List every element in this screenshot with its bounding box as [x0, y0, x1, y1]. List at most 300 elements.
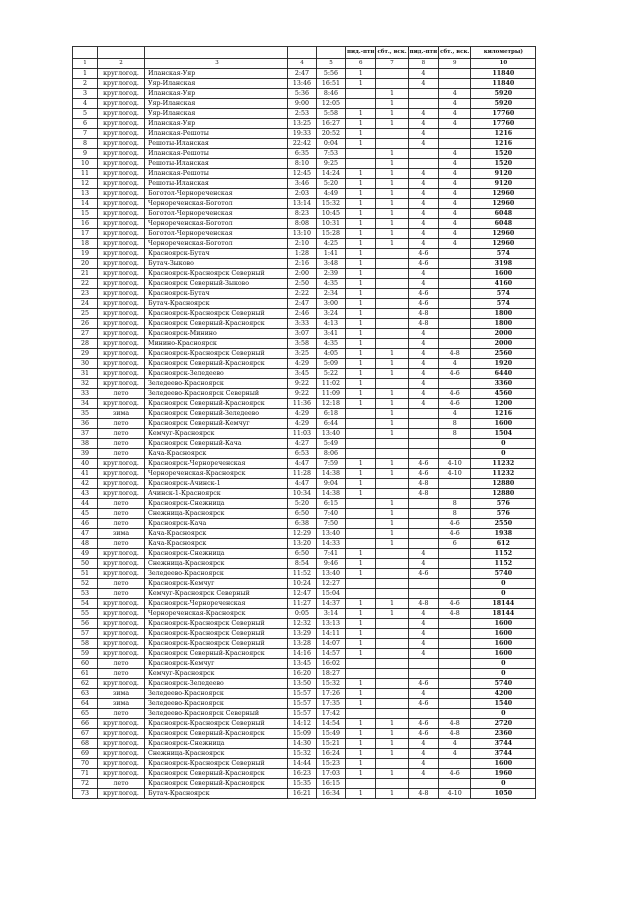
table-row [73, 649, 536, 659]
weekday-flag: 1 [346, 549, 376, 559]
header-cell-1 [73, 47, 98, 59]
season-type: круглогод. [98, 729, 145, 739]
weekend-cars [439, 659, 471, 669]
car-km: 12960 [471, 189, 536, 199]
car-km: 1152 [471, 549, 536, 559]
weekend-flag [376, 279, 408, 289]
row-number: 47 [73, 529, 98, 539]
weekend-cars [439, 299, 471, 309]
arrival-time: 5:20 [317, 179, 346, 189]
weekday-cars: 4-6 [408, 459, 438, 469]
season-type: лето [98, 519, 145, 529]
weekday-cars: 4 [408, 749, 438, 759]
weekday-cars: 4-8 [408, 319, 438, 329]
weekend-cars [439, 679, 471, 689]
weekday-flag: 1 [346, 229, 376, 239]
departure-time: 9:00 [288, 99, 317, 109]
weekday-cars [408, 509, 438, 519]
car-km: 1600 [471, 629, 536, 639]
car-km: 1540 [471, 699, 536, 709]
weekday-flag [346, 519, 376, 529]
arrival-time: 0:04 [317, 139, 346, 149]
season-type: лето [98, 389, 145, 399]
weekend-flag: 1 [376, 459, 408, 469]
weekend-cars [439, 709, 471, 719]
table-row [73, 719, 536, 729]
weekend-flag [376, 339, 408, 349]
weekday-cars: 4 [408, 219, 438, 229]
car-km: 1800 [471, 309, 536, 319]
route-name: Иланская-Решоты [145, 169, 288, 179]
table-row [73, 609, 536, 619]
season-type: круглогод. [98, 359, 145, 369]
season-type: круглогод. [98, 109, 145, 119]
row-number: 26 [73, 319, 98, 329]
row-number: 18 [73, 239, 98, 249]
departure-time: 15:57 [288, 689, 317, 699]
weekend-cars [439, 329, 471, 339]
arrival-time: 14:37 [317, 599, 346, 609]
header-cell-4 [288, 47, 317, 59]
arrival-time: 14:24 [317, 169, 346, 179]
weekend-cars [439, 569, 471, 579]
weekend-cars: 4-6 [439, 599, 471, 609]
weekday-flag: 1 [346, 269, 376, 279]
departure-time: 8:08 [288, 219, 317, 229]
row-number: 19 [73, 249, 98, 259]
car-km: 11232 [471, 469, 536, 479]
weekday-cars [408, 519, 438, 529]
weekday-flag [346, 509, 376, 519]
row-number: 52 [73, 579, 98, 589]
weekday-cars [408, 89, 438, 99]
weekend-flag: 1 [376, 179, 408, 189]
season-type: лето [98, 659, 145, 669]
departure-time: 8:23 [288, 209, 317, 219]
weekend-cars [439, 649, 471, 659]
weekday-flag [346, 149, 376, 159]
route-name: Кача-Красноярск [145, 529, 288, 539]
weekend-flag [376, 619, 408, 629]
route-name: Красноярск Северный-Кемчуг [145, 419, 288, 429]
season-type: круглогод. [98, 309, 145, 319]
weekend-flag [376, 779, 408, 789]
weekday-flag [346, 499, 376, 509]
season-type: лето [98, 539, 145, 549]
weekday-cars [408, 779, 438, 789]
weekend-flag [376, 309, 408, 319]
arrival-time: 9:25 [317, 159, 346, 169]
weekday-flag [346, 89, 376, 99]
header-cell-3 [145, 47, 288, 59]
weekend-cars: 4 [439, 209, 471, 219]
route-name: Кемчуг-Красноярск [145, 669, 288, 679]
weekend-cars [439, 309, 471, 319]
arrival-time: 15:23 [317, 759, 346, 769]
route-name: Чернореченская-Боготол [145, 239, 288, 249]
season-type: круглогод. [98, 69, 145, 79]
car-km: 1600 [471, 419, 536, 429]
route-name: Красноярск-Красноярск Северный [145, 619, 288, 629]
arrival-time: 2:34 [317, 289, 346, 299]
weekend-cars: 4-10 [439, 789, 471, 799]
route-name: Красноярск-Бутач [145, 289, 288, 299]
season-type: круглогод. [98, 159, 145, 169]
route-name: Зеледеево-Красноярск [145, 379, 288, 389]
arrival-time: 16:02 [317, 659, 346, 669]
departure-time: 13:20 [288, 539, 317, 549]
departure-time: 6:50 [288, 509, 317, 519]
schedule-sheet [72, 46, 536, 799]
weekday-flag: 1 [346, 789, 376, 799]
weekend-cars: 4-8 [439, 729, 471, 739]
row-number: 49 [73, 549, 98, 559]
table-row [73, 189, 536, 199]
weekday-flag: 1 [346, 329, 376, 339]
weekend-cars: 4 [439, 119, 471, 129]
route-name: Красноярск-Красноярск Северный [145, 269, 288, 279]
arrival-time: 11:09 [317, 389, 346, 399]
weekend-cars: 4 [439, 359, 471, 369]
route-name: Красноярск-Кача [145, 519, 288, 529]
weekend-flag: 1 [376, 109, 408, 119]
weekend-flag: 1 [376, 469, 408, 479]
departure-time: 2:10 [288, 239, 317, 249]
route-name: Красноярск Северный-Красноярск [145, 779, 288, 789]
weekend-flag: 1 [376, 229, 408, 239]
car-km: 2720 [471, 719, 536, 729]
weekday-flag: 1 [346, 559, 376, 569]
departure-time: 14:12 [288, 719, 317, 729]
arrival-time: 1:41 [317, 249, 346, 259]
route-name: Чернореченская-Красноярск [145, 469, 288, 479]
season-type: круглогод. [98, 99, 145, 109]
season-type: круглогод. [98, 289, 145, 299]
weekend-cars: 4-10 [439, 459, 471, 469]
route-name: Красноярск Северный-Красноярск [145, 769, 288, 779]
row-number: 69 [73, 749, 98, 759]
table-row [73, 499, 536, 509]
table-row [73, 489, 536, 499]
weekday-cars [408, 409, 438, 419]
weekday-flag: 1 [346, 399, 376, 409]
route-name: Кемчуг-Красноярск [145, 429, 288, 439]
car-km: 1600 [471, 649, 536, 659]
route-name: Красноярск-Зеледеево [145, 679, 288, 689]
arrival-time: 14:57 [317, 649, 346, 659]
column-number: 2 [98, 59, 145, 69]
route-name: Красноярск-Кемчуг [145, 579, 288, 589]
row-number: 73 [73, 789, 98, 799]
weekday-flag: 1 [346, 349, 376, 359]
season-type: круглогод. [98, 739, 145, 749]
car-km: 576 [471, 499, 536, 509]
departure-time: 2:47 [288, 299, 317, 309]
weekend-flag [376, 259, 408, 269]
weekday-cars: 4 [408, 689, 438, 699]
weekend-flag [376, 79, 408, 89]
weekend-flag [376, 649, 408, 659]
arrival-time: 3:14 [317, 609, 346, 619]
arrival-time: 14:54 [317, 719, 346, 729]
weekday-cars [408, 99, 438, 109]
car-km: 0 [471, 779, 536, 789]
table-row [73, 159, 536, 169]
table-row [73, 479, 536, 489]
weekday-cars: 4 [408, 739, 438, 749]
departure-time: 11:27 [288, 599, 317, 609]
departure-time: 3:58 [288, 339, 317, 349]
table-row [73, 659, 536, 669]
weekday-cars [408, 669, 438, 679]
row-number: 11 [73, 169, 98, 179]
schedule-table-body [73, 47, 536, 799]
column-number: 10 [471, 59, 536, 69]
weekday-cars: 4-6 [408, 259, 438, 269]
departure-time: 12:29 [288, 529, 317, 539]
departure-time: 9:22 [288, 389, 317, 399]
weekday-cars: 4 [408, 759, 438, 769]
car-km: 3744 [471, 749, 536, 759]
table-row [73, 89, 536, 99]
weekday-cars: 4 [408, 399, 438, 409]
weekday-flag [346, 709, 376, 719]
departure-time: 3:25 [288, 349, 317, 359]
row-number: 5 [73, 109, 98, 119]
weekend-cars [439, 479, 471, 489]
departure-time: 2:53 [288, 109, 317, 119]
car-km: 2550 [471, 519, 536, 529]
table-row [73, 349, 536, 359]
weekday-flag: 1 [346, 319, 376, 329]
route-name: Иланская-Уяр [145, 69, 288, 79]
table-row [73, 669, 536, 679]
weekday-cars: 4 [408, 79, 438, 89]
weekend-flag [376, 479, 408, 489]
table-row [73, 439, 536, 449]
departure-time: 6:50 [288, 549, 317, 559]
weekend-cars [439, 69, 471, 79]
departure-time: 12:47 [288, 589, 317, 599]
departure-time: 4:29 [288, 409, 317, 419]
route-name: Красноярск-Снежница [145, 499, 288, 509]
weekday-cars [408, 419, 438, 429]
car-km: 1600 [471, 639, 536, 649]
season-type: круглогод. [98, 599, 145, 609]
car-km: 612 [471, 539, 536, 549]
route-name: Красноярск-Красноярск Северный [145, 639, 288, 649]
weekday-cars: 4 [408, 359, 438, 369]
season-type: лето [98, 669, 145, 679]
departure-time: 4:47 [288, 459, 317, 469]
weekend-flag [376, 589, 408, 599]
weekend-cars [439, 79, 471, 89]
weekday-flag: 1 [346, 489, 376, 499]
weekend-flag [376, 329, 408, 339]
table-row [73, 679, 536, 689]
departure-time: 0:05 [288, 609, 317, 619]
weekend-cars [439, 689, 471, 699]
season-type: круглогод. [98, 179, 145, 189]
weekend-flag [376, 379, 408, 389]
table-row [73, 529, 536, 539]
route-name: Кача-Красноярск [145, 539, 288, 549]
table-row [73, 99, 536, 109]
row-number: 8 [73, 139, 98, 149]
car-km: 1504 [471, 429, 536, 439]
departure-time: 3:45 [288, 369, 317, 379]
table-row [73, 739, 536, 749]
weekend-cars: 8 [439, 509, 471, 519]
weekend-flag [376, 299, 408, 309]
departure-time: 13:45 [288, 659, 317, 669]
weekday-cars: 4 [408, 549, 438, 559]
route-name: Красноярск Северный-Красноярск [145, 649, 288, 659]
arrival-time: 18:27 [317, 669, 346, 679]
row-number: 1 [73, 69, 98, 79]
weekend-cars [439, 759, 471, 769]
arrival-time: 4:25 [317, 239, 346, 249]
row-number: 2 [73, 79, 98, 89]
weekday-flag: 1 [346, 129, 376, 139]
car-km: 11840 [471, 69, 536, 79]
departure-time: 6:53 [288, 449, 317, 459]
car-km: 3360 [471, 379, 536, 389]
season-type: круглогод. [98, 119, 145, 129]
weekend-cars [439, 259, 471, 269]
weekday-flag [346, 409, 376, 419]
car-km: 574 [471, 289, 536, 299]
season-type: круглогод. [98, 229, 145, 239]
departure-time: 13:50 [288, 679, 317, 689]
weekday-cars: 4 [408, 129, 438, 139]
weekend-flag: 1 [376, 99, 408, 109]
weekday-flag: 1 [346, 179, 376, 189]
row-number: 48 [73, 539, 98, 549]
route-name: Красноярск-Красноярск Северный [145, 349, 288, 359]
row-number: 71 [73, 769, 98, 779]
weekend-cars: 4 [439, 229, 471, 239]
weekend-cars: 4-8 [439, 349, 471, 359]
route-name: Красноярск-Красноярск Северный [145, 719, 288, 729]
route-name: Снежница-Красноярск [145, 509, 288, 519]
season-type: круглогод. [98, 269, 145, 279]
route-name: Уяр-Иланская [145, 109, 288, 119]
season-type: круглогод. [98, 619, 145, 629]
table-row [73, 429, 536, 439]
season-type: круглогод. [98, 719, 145, 729]
season-type: круглогод. [98, 569, 145, 579]
weekend-flag [376, 569, 408, 579]
weekend-cars: 4-6 [439, 399, 471, 409]
weekend-cars: 4 [439, 159, 471, 169]
departure-time: 13:14 [288, 199, 317, 209]
departure-time: 16:21 [288, 789, 317, 799]
weekday-cars: 4 [408, 619, 438, 629]
row-number: 23 [73, 289, 98, 299]
car-km: 12880 [471, 489, 536, 499]
weekend-flag: 1 [376, 789, 408, 799]
car-km: 9120 [471, 179, 536, 189]
table-row [73, 119, 536, 129]
car-km: 3744 [471, 739, 536, 749]
departure-time: 8:54 [288, 559, 317, 569]
weekday-flag: 1 [346, 739, 376, 749]
departure-time: 4:29 [288, 419, 317, 429]
weekend-flag [376, 709, 408, 719]
arrival-time: 12:18 [317, 399, 346, 409]
weekday-flag: 1 [346, 699, 376, 709]
departure-time: 6:38 [288, 519, 317, 529]
arrival-time: 15:32 [317, 199, 346, 209]
weekend-cars [439, 319, 471, 329]
departure-time: 3:46 [288, 179, 317, 189]
departure-time: 12:32 [288, 619, 317, 629]
route-name: Боготол-Чернореченская [145, 189, 288, 199]
car-km: 12880 [471, 479, 536, 489]
route-name: Бутач-Красноярск [145, 789, 288, 799]
row-number: 33 [73, 389, 98, 399]
season-type: зима [98, 409, 145, 419]
weekday-flag: 1 [346, 369, 376, 379]
table-row [73, 259, 536, 269]
route-name: Красноярск Северный-Красноярск [145, 319, 288, 329]
column-number: 9 [439, 59, 471, 69]
departure-time: 5:36 [288, 89, 317, 99]
weekend-cars [439, 779, 471, 789]
car-km: 5920 [471, 99, 536, 109]
car-km: 0 [471, 439, 536, 449]
row-number: 13 [73, 189, 98, 199]
weekday-flag: 1 [346, 459, 376, 469]
departure-time: 15:32 [288, 749, 317, 759]
season-type: круглогод. [98, 319, 145, 329]
weekend-flag [376, 289, 408, 299]
weekend-cars: 8 [439, 429, 471, 439]
arrival-time: 13:40 [317, 429, 346, 439]
departure-time: 19:33 [288, 129, 317, 139]
car-km: 1520 [471, 149, 536, 159]
arrival-time: 8:06 [317, 449, 346, 459]
departure-time: 3:07 [288, 329, 317, 339]
weekend-cars [439, 269, 471, 279]
route-name: Зеледеево-Красноярск [145, 699, 288, 709]
row-number: 53 [73, 589, 98, 599]
weekday-flag: 1 [346, 339, 376, 349]
table-row [73, 709, 536, 719]
weekday-cars: 4-6 [408, 299, 438, 309]
header-cell-9: сбт., вск. [439, 47, 471, 59]
arrival-time: 15:49 [317, 729, 346, 739]
departure-time: 1:28 [288, 249, 317, 259]
season-type: круглогод. [98, 349, 145, 359]
weekend-flag: 1 [376, 239, 408, 249]
weekend-flag [376, 139, 408, 149]
car-km: 12960 [471, 239, 536, 249]
car-km: 1216 [471, 139, 536, 149]
weekend-cars [439, 629, 471, 639]
route-name: Красноярск-Чернореченская [145, 599, 288, 609]
arrival-time: 13:40 [317, 529, 346, 539]
table-row [73, 769, 536, 779]
table-row [73, 639, 536, 649]
weekend-cars: 4 [439, 409, 471, 419]
car-km: 5740 [471, 569, 536, 579]
weekend-flag: 1 [376, 599, 408, 609]
arrival-time: 15:04 [317, 589, 346, 599]
table-row [73, 779, 536, 789]
row-number: 34 [73, 399, 98, 409]
